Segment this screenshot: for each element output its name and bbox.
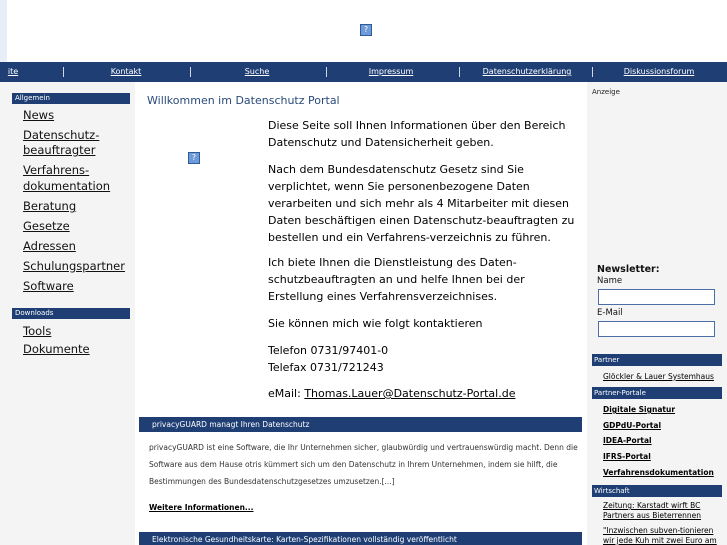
sidebar-item-datenschutzbeauftragter[interactable]: Datenschutz- [23,128,100,142]
nav-item-startseite[interactable]: ite [7,67,19,76]
service-paragraph: Ich biete Ihnen die Dienstleistung des Daten-schutzbeauftragten an und helfe Ihnen bei der Erstellung eines Verfahrensverzeichnises. [268,256,525,303]
top-navigation [0,62,727,82]
sidebar-item-datenschutzbeauftragter[interactable]: beauftragter [23,143,96,157]
newsletter-email-input[interactable] [598,321,715,337]
sidebar-item-news[interactable]: News [23,108,55,122]
wirtschaft-link-kuh[interactable]: "Inzwischen subven-tionieren wir jede Kuh mit zwei Euro am [603,526,717,545]
portal-link-idea[interactable]: IDEA-Portal [603,436,652,445]
sidebar-item-adressen[interactable]: Adressen [23,239,76,253]
newsletter-title: Newsletter: [597,264,660,275]
partner-header: Partner [592,354,722,366]
email-prefix: eMail: [268,387,305,400]
sidebar-section-allgemein: Allgemein [12,93,130,104]
obligation-paragraph: Nach dem Bundesdatenschutz Gesetz sind Sie verplichtet, wenn Sie personenbezogene Daten verarbeiten und sich mehr als 4 Mitarbeiter mit diesen Daten beschäftigen einen Datenschutz-beauftragten zu bestellen und ein Verfahrens-verzeichnis zu führen. [268,163,575,244]
news-more-link[interactable]: Weitere Informationen... [149,503,254,512]
contact-phone: Telefon 0731/97401-0 [268,344,389,357]
header-banner [0,0,727,62]
broken-image-icon: ? [360,24,372,36]
contact-email-line [268,385,578,402]
sidebar-item-verfahrensdokumentation[interactable]: Verfahrens- [23,163,90,177]
sidebar-item-dokumente[interactable]: Dokumente [23,342,90,356]
main-content [135,82,587,545]
nav-item-suche[interactable]: Suche [244,67,270,76]
sidebar-item-schulungspartner[interactable]: Schulungspartner [23,259,125,273]
contact-intro: Sie können mich wie folgt kontaktieren [268,317,483,330]
portal-link-verfahrensdokumentation[interactable]: Verfahrensdokumentation [603,468,714,477]
sidebar-section-downloads: Downloads [12,308,130,319]
email-link[interactable]: Thomas.Lauer@Datenschutz-Portal.de [304,387,516,400]
broken-image-icon: ? [188,152,200,164]
portal-link-ifrs[interactable]: IFRS-Portal [603,452,651,461]
portal-link-digitale-signatur[interactable]: Digitale Signatur [603,405,676,414]
wirtschaft-link-karstadt[interactable]: Zeitung: Karstadt wirft BC Partners aus Bieterrennen [603,501,701,520]
nav-separator [459,67,460,77]
sidebar-item-software[interactable]: Software [23,279,74,293]
nav-item-impressum[interactable]: Impressum [368,67,414,76]
sidebar-item-tools[interactable]: Tools [23,324,52,338]
intro-paragraph: Diese Seite soll Ihnen Informationen über den Bereich Datenschutz und Datensicherheit geben. [268,119,566,149]
left-sidebar [0,82,135,545]
newsletter-email-label: E-Mail [597,308,623,318]
news-body-privacyguard: privacyGUARD ist eine Software, die Ihr Unternehmen sicher, glaubwürdig und vertrauenswürdig macht. Denn die Software aus dem Hause otris kümmert sich um den Datenschutz in Ihrem Unternehmen, indem sie hilft, die Bestimmungen des Bundesdatenschutzgesetzes umzusetzen.[...] [149,443,578,486]
right-sidebar [587,82,727,545]
nav-item-datenschutzerklaerung[interactable]: Datenschutzerklärung [482,67,572,76]
portal-link-gdpdu[interactable]: GDPdU-Portal [603,421,662,430]
nav-separator [190,67,191,77]
nav-separator [326,67,327,77]
header-left-strip [0,0,7,62]
contact-fax: Telefax 0731/721243 [268,361,384,374]
sidebar-item-beratung[interactable]: Beratung [23,199,77,213]
news-headline-gesundheitskarte[interactable]: Elektronische Gesundheitskarte: Karten-Spezifikationen vollständig veröffentlicht [139,532,582,545]
wirtschaft-header: Wirtschaft [592,485,722,497]
newsletter-name-input[interactable] [598,289,715,305]
partner-portale-header: Partner-Portale [592,387,722,399]
nav-item-diskussionsforum[interactable]: Diskussionsforum [623,67,695,76]
news-headline-privacyguard[interactable]: privacyGUARD managt Ihren Datenschutz [139,417,582,432]
sidebar-item-verfahrensdokumentation[interactable]: dokumentation [23,179,111,193]
nav-item-kontakt[interactable]: Kontakt [110,67,142,76]
newsletter-name-label: Name [597,276,623,286]
page-title: Willkommen im Datenschutz Portal [147,94,340,107]
partner-link-systemhaus[interactable]: Glöckler & Lauer Systemhaus [603,372,714,381]
nav-separator [592,67,593,77]
nav-separator [63,67,64,77]
sidebar-item-gesetze[interactable]: Gesetze [23,219,70,233]
ad-label: Anzeige [592,88,620,96]
